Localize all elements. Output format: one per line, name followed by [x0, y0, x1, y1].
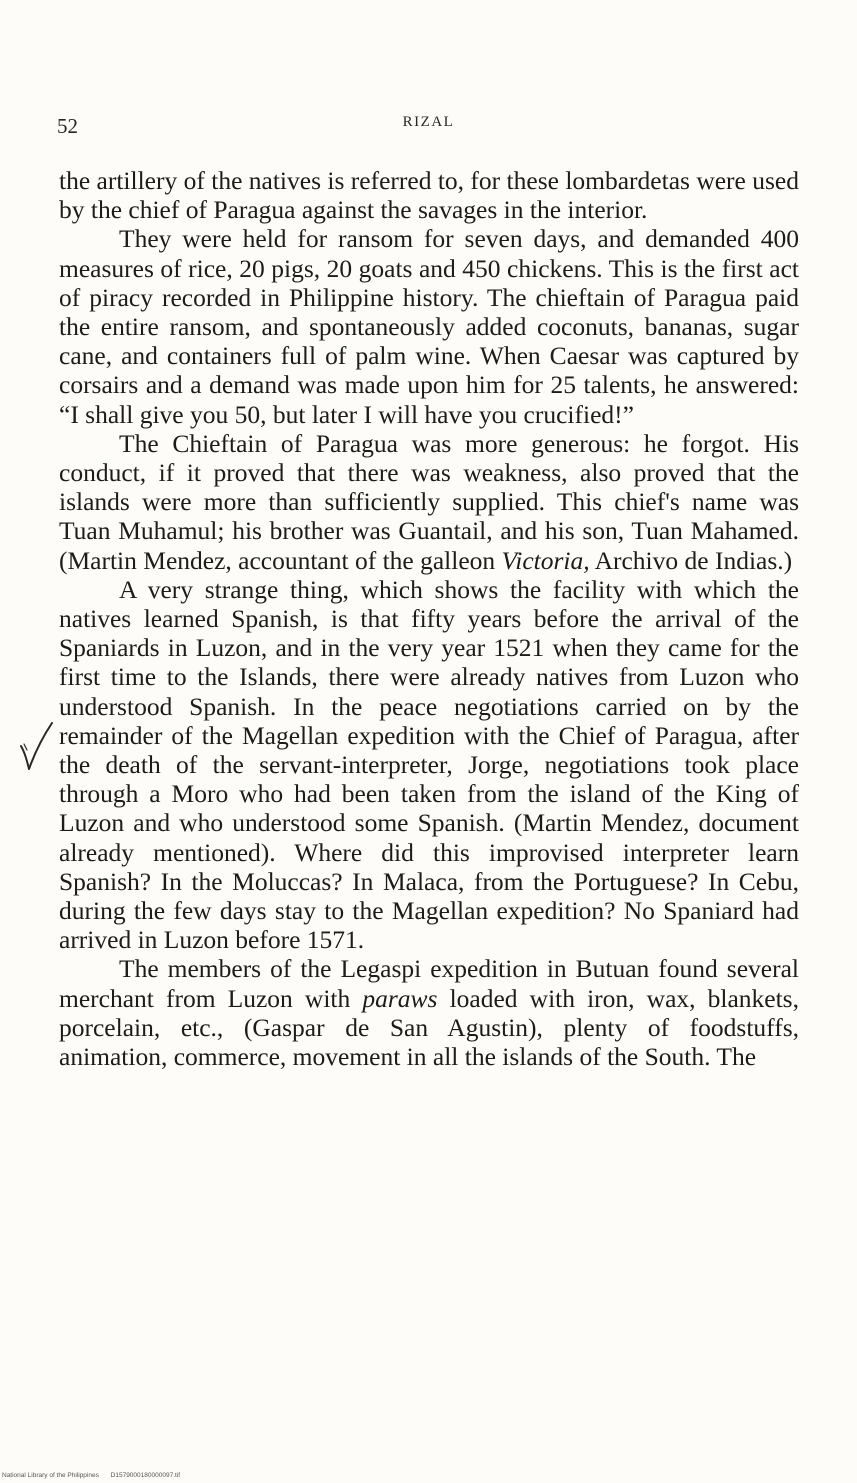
paragraph-5: [59, 954, 799, 1071]
paraws-word: paraws: [362, 983, 438, 1013]
paragraph-1: the artillery of the natives is referred to, for these lombardetas were used by the chief of Paragua against the savages in the interior.: [59, 166, 799, 225]
checkmark-icon: [18, 720, 54, 772]
page-number: 52: [57, 114, 78, 138]
paragraph-3-end: Archivo de Indias.): [589, 545, 793, 575]
paragraph-2: They were held for ransom for seven days, and demanded 400 measures of rice, 20 pigs, 20 goats and 450 chickens. This is the first act of piracy recorded in Philippine history. The chieftain of Paragua paid the entire ransom, and spontaneously added coconuts, bananas, sugar cane, and containers full of palm wine. When Caesar was captured by corsairs and a demand was made upon him for 25 talents, he answered: “I shall give you 50, but later I will have you crucified!”: [59, 224, 799, 429]
footer-source: National Library of the Philippines: [2, 1472, 99, 1479]
page-header: [57, 114, 800, 144]
paragraph-5-text: The members of the Legaspi expedition in Butuan found several merchant from Luzon with: [59, 954, 799, 1013]
paragraph-3-text: The Chieftain of Paragua was more generous: he forgot. His conduct, if it proved that there was weakness, also proved that the islands were more than sufficiently supplied. This chief's name was Tuan Muhamul; his brother was Guantail, and his son, Tuan Mahamed. (Martin Mendez, accountant of the galleon: [59, 428, 799, 575]
body-text: [59, 166, 799, 1071]
paragraph-5-end: loaded with iron, wax, blankets, porcelain, etc., (Gaspar de San Agustin), plenty of foodstuffs, animation, commerce, movement in all the islands of the South. The: [59, 983, 799, 1072]
paragraph-3: [59, 429, 799, 575]
running-head: RIZAL: [402, 114, 455, 130]
footer-code: D1579000180000097.tif: [110, 1472, 181, 1479]
galleon-name: Victoria,: [501, 545, 590, 575]
paragraph-4: A very strange thing, which shows the facility with which the natives learned Spanish, is that fifty years before the arrival of the Spaniards in Luzon, and in the very year 1521 when they came for the first time to the Islands, there were already natives from Luzon who understood Spanish. In the peace negotiations carried on by the remainder of the Magellan expedition with the Chief of Paragua, after the death of the servant-interpreter, Jorge, negotiations took place through a Moro who had been taken from the island of the King of Luzon and who understood some Spanish. (Martin Mendez, document already mentioned). Where did this improvised interpreter learn Spanish? In the Moluccas? In Malaca, from the Portuguese? In Cebu, during the few days stay to the Magellan expedition? No Spaniard had arrived in Luzon before 1571.: [59, 574, 799, 955]
scan-footer: [2, 1472, 190, 1479]
